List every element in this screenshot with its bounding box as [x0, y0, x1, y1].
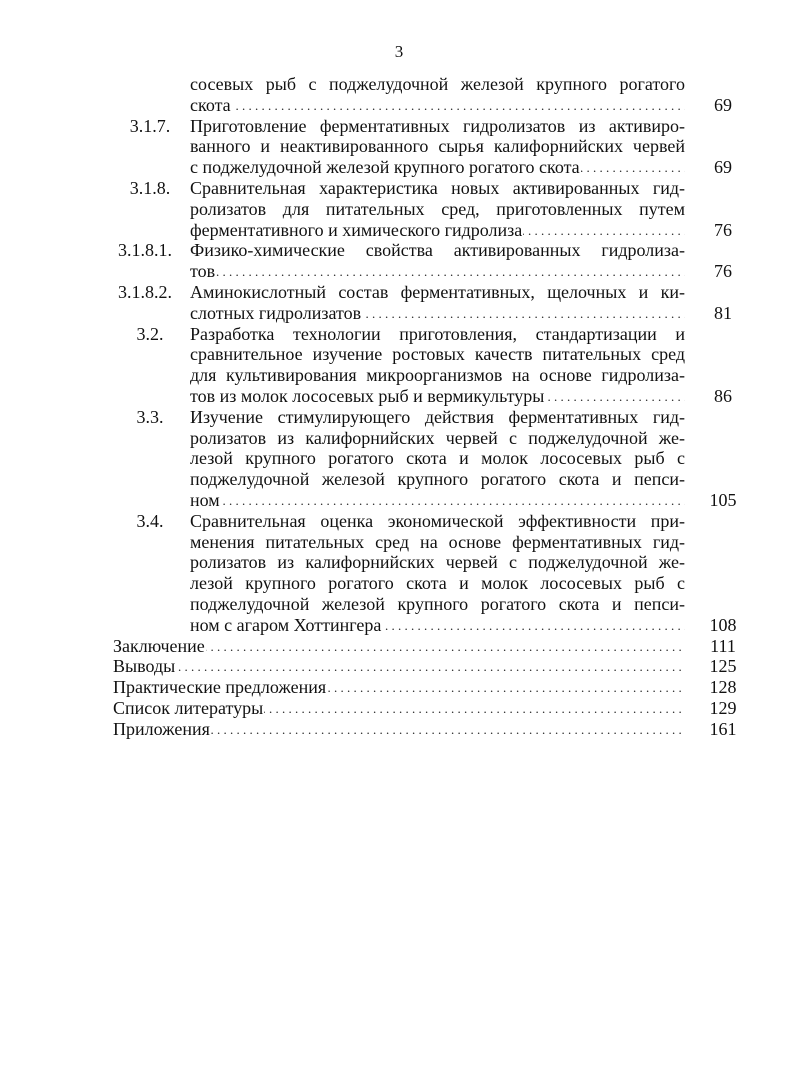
toc-entry-line: Приготовление ферментативных гидролизатов из активиро- — [190, 115, 685, 136]
toc-entry-number: 3.3. — [136, 406, 164, 427]
toc-entry-line: Сравнительная характеристика новых активированных гид- — [190, 177, 685, 198]
toc-entry — [0, 282, 798, 324]
toc-top-entry-page: 129 — [709, 697, 737, 718]
toc-entry-line: тов из молок лососевых рыб и вермикультуры . . . — [190, 386, 685, 407]
toc-entry-line: лезой крупного рогатого скота и молок лососевых рыб с — [190, 573, 685, 594]
toc-top-entry — [0, 698, 798, 719]
toc-entry-line: Физико-химические свойства активированных гидролиза- — [190, 240, 685, 261]
toc-entry-line: для культивирования микроорганизмов на основе гидролиза- — [190, 365, 685, 386]
toc-entry-line: сосевых рыб с поджелудочной железой крупного рогатого — [190, 74, 685, 94]
toc-top-entry — [0, 719, 798, 740]
toc-entry — [0, 74, 798, 116]
toc-entry-number: 3.1.8.1. — [118, 240, 172, 261]
toc-entry-number: 3.2. — [136, 323, 164, 344]
table-of-contents — [0, 74, 798, 740]
page-number: 3 — [394, 42, 404, 61]
toc-entry — [0, 511, 798, 636]
toc-entry-number: 3.4. — [136, 510, 164, 531]
toc-entry-page: 81 — [714, 302, 732, 323]
toc-entry-line: ролизатов из калифорнийских червей с поджелудочной же- — [190, 427, 685, 448]
toc-entry-page: 105 — [709, 489, 737, 510]
toc-top-entry-page: 111 — [710, 635, 736, 656]
toc-entry — [0, 407, 798, 511]
toc-entry-page: 76 — [714, 261, 732, 282]
toc-entry-line: менения питательных сред на основе ферментативных гид- — [190, 531, 685, 552]
toc-top-entry — [0, 636, 798, 657]
toc-entry-line: ном . . . — [190, 490, 685, 511]
toc-entry-line: тов . . . — [190, 261, 685, 282]
toc-entry-line: ролизатов для питательных сред, приготовленных путем — [190, 198, 685, 219]
toc-entry-line: ролизатов из калифорнийских червей с поджелудочной же- — [190, 552, 685, 573]
toc-top-entry-title: Практические предложения . . . — [113, 677, 685, 698]
toc-entry-line: с поджелудочной железой крупного рогатого скота . . . — [190, 157, 685, 178]
toc-entry-number: 3.1.8. — [129, 177, 171, 198]
toc-top-entry-title: Список литературы . . . — [113, 698, 685, 719]
toc-top-entry-page: 125 — [709, 656, 737, 677]
toc-entry — [0, 240, 798, 282]
toc-entry — [0, 178, 798, 240]
toc-top-entry-page: 128 — [709, 677, 737, 698]
toc-entry-line: скота . . . — [190, 95, 685, 116]
toc-entry-page: 76 — [714, 219, 732, 240]
toc-entry-page: 108 — [709, 614, 737, 635]
toc-entry-line: сравнительное изучение ростовых качеств питательных сред — [190, 344, 685, 365]
toc-entry-line: Разработка технологии приготовления, стандартизации и — [190, 323, 685, 344]
toc-entry-line: слотных гидролизатов . . . — [190, 303, 685, 324]
toc-entry — [0, 116, 798, 178]
toc-entry-page: 69 — [714, 157, 732, 178]
toc-entry-number: 3.1.7. — [129, 115, 171, 136]
toc-top-entry-title: Приложения . . . — [113, 719, 685, 740]
toc-entry-line: Изучение стимулирующего действия ферментативных гид- — [190, 406, 685, 427]
toc-top-entry — [0, 677, 798, 698]
toc-entry-line: лезой крупного рогатого скота и молок лососевых рыб с — [190, 448, 685, 469]
toc-entry-line: поджелудочной железой крупного рогатого скота и пепси- — [190, 593, 685, 614]
toc-top-entry-title: Выводы . . . — [113, 656, 685, 677]
toc-entry-page: 86 — [714, 385, 732, 406]
toc-entry-line: поджелудочной железой крупного рогатого скота и пепси- — [190, 469, 685, 490]
toc-entry-line: ном с агаром Хоттингера . . . — [190, 615, 685, 636]
toc-top-entry-page: 161 — [709, 718, 737, 739]
toc-entry — [0, 324, 798, 407]
toc-entry-page: 69 — [714, 94, 732, 115]
toc-entry-number: 3.1.8.2. — [118, 281, 172, 302]
toc-entry-line: Аминокислотный состав ферментативных, щелочных и ки- — [190, 281, 685, 302]
toc-top-entry-title: Заключение . . . — [113, 636, 685, 657]
toc-entry-line: Сравнительная оценка экономической эффективности при- — [190, 510, 685, 531]
toc-top-entry — [0, 656, 798, 677]
toc-entry-line: ферментативного и химического гидролиза . . . — [190, 220, 685, 241]
toc-entry-line: ванного и неактивированного сырья калифорнийских червей — [190, 136, 685, 157]
